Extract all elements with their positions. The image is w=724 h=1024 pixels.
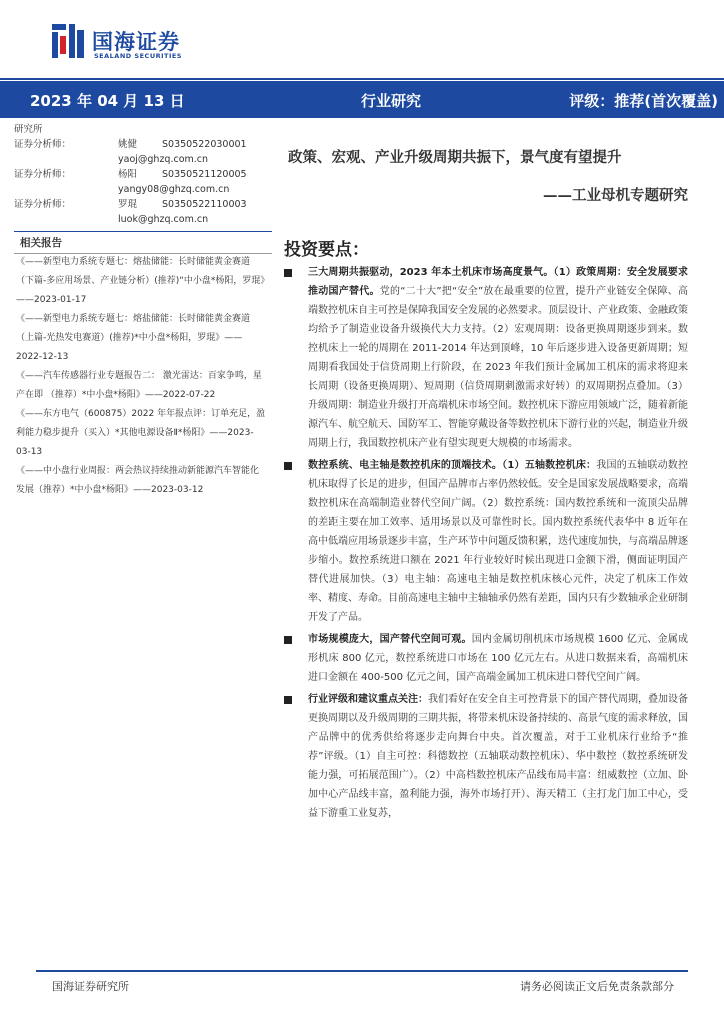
brand-name-cn: 国海证券: [92, 30, 180, 54]
point-lead: 市场规模庞大，国产替代空间可观。: [308, 634, 472, 645]
report-rating: 评级：推荐(首次覆盖): [569, 92, 718, 110]
banner-top-rule: [0, 78, 724, 80]
analyst-email[interactable]: luok@ghzq.com.cn: [118, 214, 209, 225]
related-report-link[interactable]: 《——中小盘行业周报：两会热议持续推动新能源汽车智能化发展（推荐）*中小盘*杨阳》——2023-03-12: [16, 466, 260, 495]
analyst-cert: S0350521120005: [162, 169, 247, 180]
footer-institute: 国海证券研究所: [52, 980, 129, 993]
brand-logo: [50, 22, 250, 62]
analyst-cert: S0350522110003: [162, 199, 247, 210]
point-body: 国内金属切削机床市场规模 1600 亿元、金属成形机床 800 亿元，数控系统进口市场在 100 亿元左右。从进口数据来看，高端机床进口金额在 400-500 亿元之间，国产高端金属加工机床进口替代空间广阔。: [308, 634, 689, 683]
footer-rule: [36, 970, 688, 972]
point-lead: 数控系统、电主轴是数控机床的顶端技术。（1）五轴数控机床：: [308, 460, 597, 471]
square-bullet-icon: [284, 696, 292, 704]
point-lead: 行业评级和建议重点关注：: [308, 694, 428, 705]
report-date: 2023 年 04 月 13 日: [30, 92, 185, 110]
investment-points: [284, 263, 688, 826]
analyst-block: [14, 122, 254, 227]
institute-label: 研究所: [14, 124, 43, 135]
report-title: 政策、宏观、产业升级周期共振下，景气度有望提升: [288, 149, 622, 166]
analyst-email[interactable]: yangy08@ghzq.com.cn: [118, 184, 230, 195]
square-bullet-icon: [284, 462, 292, 470]
related-reports-list: [16, 253, 266, 500]
report-category: 行业研究: [361, 92, 422, 110]
investment-point: [284, 456, 688, 627]
related-reports-heading: 相关报告: [14, 231, 272, 254]
analyst-role: 证券分析师：: [14, 139, 72, 150]
investment-heading: 投资要点：: [284, 240, 369, 260]
analyst-name: 罗琨: [118, 199, 138, 210]
analyst-name: 姚健: [118, 139, 138, 150]
square-bullet-icon: [284, 269, 292, 277]
investment-point: [284, 263, 688, 453]
analyst-role: 证券分析师：: [14, 169, 72, 180]
analyst-role: 证券分析师：: [14, 199, 72, 210]
point-lead: 三大周期共振驱动，2023 年本土机床市场高度景气。（1）政策周期：安全发展要求推动国产替代。: [308, 267, 688, 297]
report-subtitle: ——工业母机专题研究: [543, 187, 688, 204]
analyst-name: 杨阳: [118, 169, 138, 180]
brand-name-en: SEALAND SECURITIES: [94, 52, 182, 60]
point-body: 我们看好在安全自主可控背景下的国产替代周期，叠加设备更换周期以及升级周期的三期共振，将带来机床设备持续的、高景气度的需求释放，国产品牌中的优秀供给将逐步走向舞台中央。首次覆盖，对于工业机床行业给予“推荐”评级。（1）自主可控：科德数控（五轴联动数控机床）、华中数控（数控系统研发能力强，可拓展范围广）。（2）中高档数控机床产品线布局丰富：纽威数控（立加、卧加中心产品线丰富，盈利能力强，海外市场打开）、海天精工（主打龙门加工中心，受益下游重工业复苏，: [308, 694, 688, 819]
square-bullet-icon: [284, 636, 292, 644]
sealand-logo-icon: [50, 22, 86, 62]
related-report-link[interactable]: 《——汽车传感器行业专题报告二： 激光雷达：百家争鸣，星产在即 （推荐）*中小盘*杨阳》——2022-07-22: [16, 371, 262, 400]
analyst-cert: S0350522030001: [162, 139, 247, 150]
related-report-link[interactable]: 《——新型电力系统专题七：熔盐储能：长时储能黄金赛道（上篇-光热发电赛道）(推荐)*中小盘*杨阳，罗琨》——2022-12-13: [16, 314, 251, 362]
point-body: 我国的五轴联动数控机床取得了长足的进步，但国产品牌市占率仍然较低。安全是国家发展战略要求，高端数控机床在高端制造业替代空间广阔。（2）数控系统：国内数控系统和一流顶尖品牌的差距主要在加工效率、适用场景以及可靠性时长。国内数控系统代表华中 8 近年在高中低端应用场景逐步丰富，生产环节中问题反馈积累，迭代速度加快，与高端品牌逐步缩小。数控系统进口额在 2021 年行业较好时候出现进口金额下滑，侧面证明国产替代进展加快。（3）电主轴：高速电主轴是数控机床核心元件，决定了机床工作效率、精度、寿命。目前高速电主轴中主轴轴承仍然有差距，国内只有少数轴承企业研制开发了产品。: [308, 460, 689, 623]
investment-point: [284, 690, 688, 823]
related-report-link[interactable]: 《——新型电力系统专题七：熔盐储能：长时储能黄金赛道（下篇-多应用场景、产业链分析）(推荐)“中小盘*杨阳，罗琨》——2023-01-17: [16, 257, 265, 305]
investment-point: [284, 630, 688, 687]
footer-disclaimer: 请务必阅读正文后免责条款部分: [520, 980, 674, 993]
related-report-link[interactable]: 《——东方电气（600875）2022 年年报点评：订单充足，盈利能力稳步提升（买入）*其他电源设备Ⅱ*杨阳》——2023-03-13: [16, 409, 266, 457]
header-banner: [0, 81, 724, 118]
point-body: 党的“二十大”把“安全”放在最重要的位置，提升产业链安全保障、高端数控机床自主可控是保障我国安全发展的必然要求。顶层设计、产业政策、金融政策均给予了制造业设备升级换代大力支持。（2）宏观周期：设备更换周期逐步到来。数控机床上一轮的周期在 2011-2014 年达到顶峰，10 年后逐步进入设备更新周期；短周期看我国处于信贷周期上行阶段，在 2023 年我们预计金属加工机床的需求将迎来长周期（设备更换周期）、短周期（信贷周期刺激需求好转）的双周期拐点叠加。（3）升级周期：制造业升级打开高端机床市场空间。数控机床下游应用领域广泛，随着新能源汽车、航空航天、国防军工、智能穿戴设备等数控机床下游行业的兴起，制造业升级周期上行，我国数控机床产业有望实现更大规模的市场需求。: [308, 286, 688, 449]
analyst-email[interactable]: yaoj@ghzq.com.cn: [118, 154, 209, 165]
